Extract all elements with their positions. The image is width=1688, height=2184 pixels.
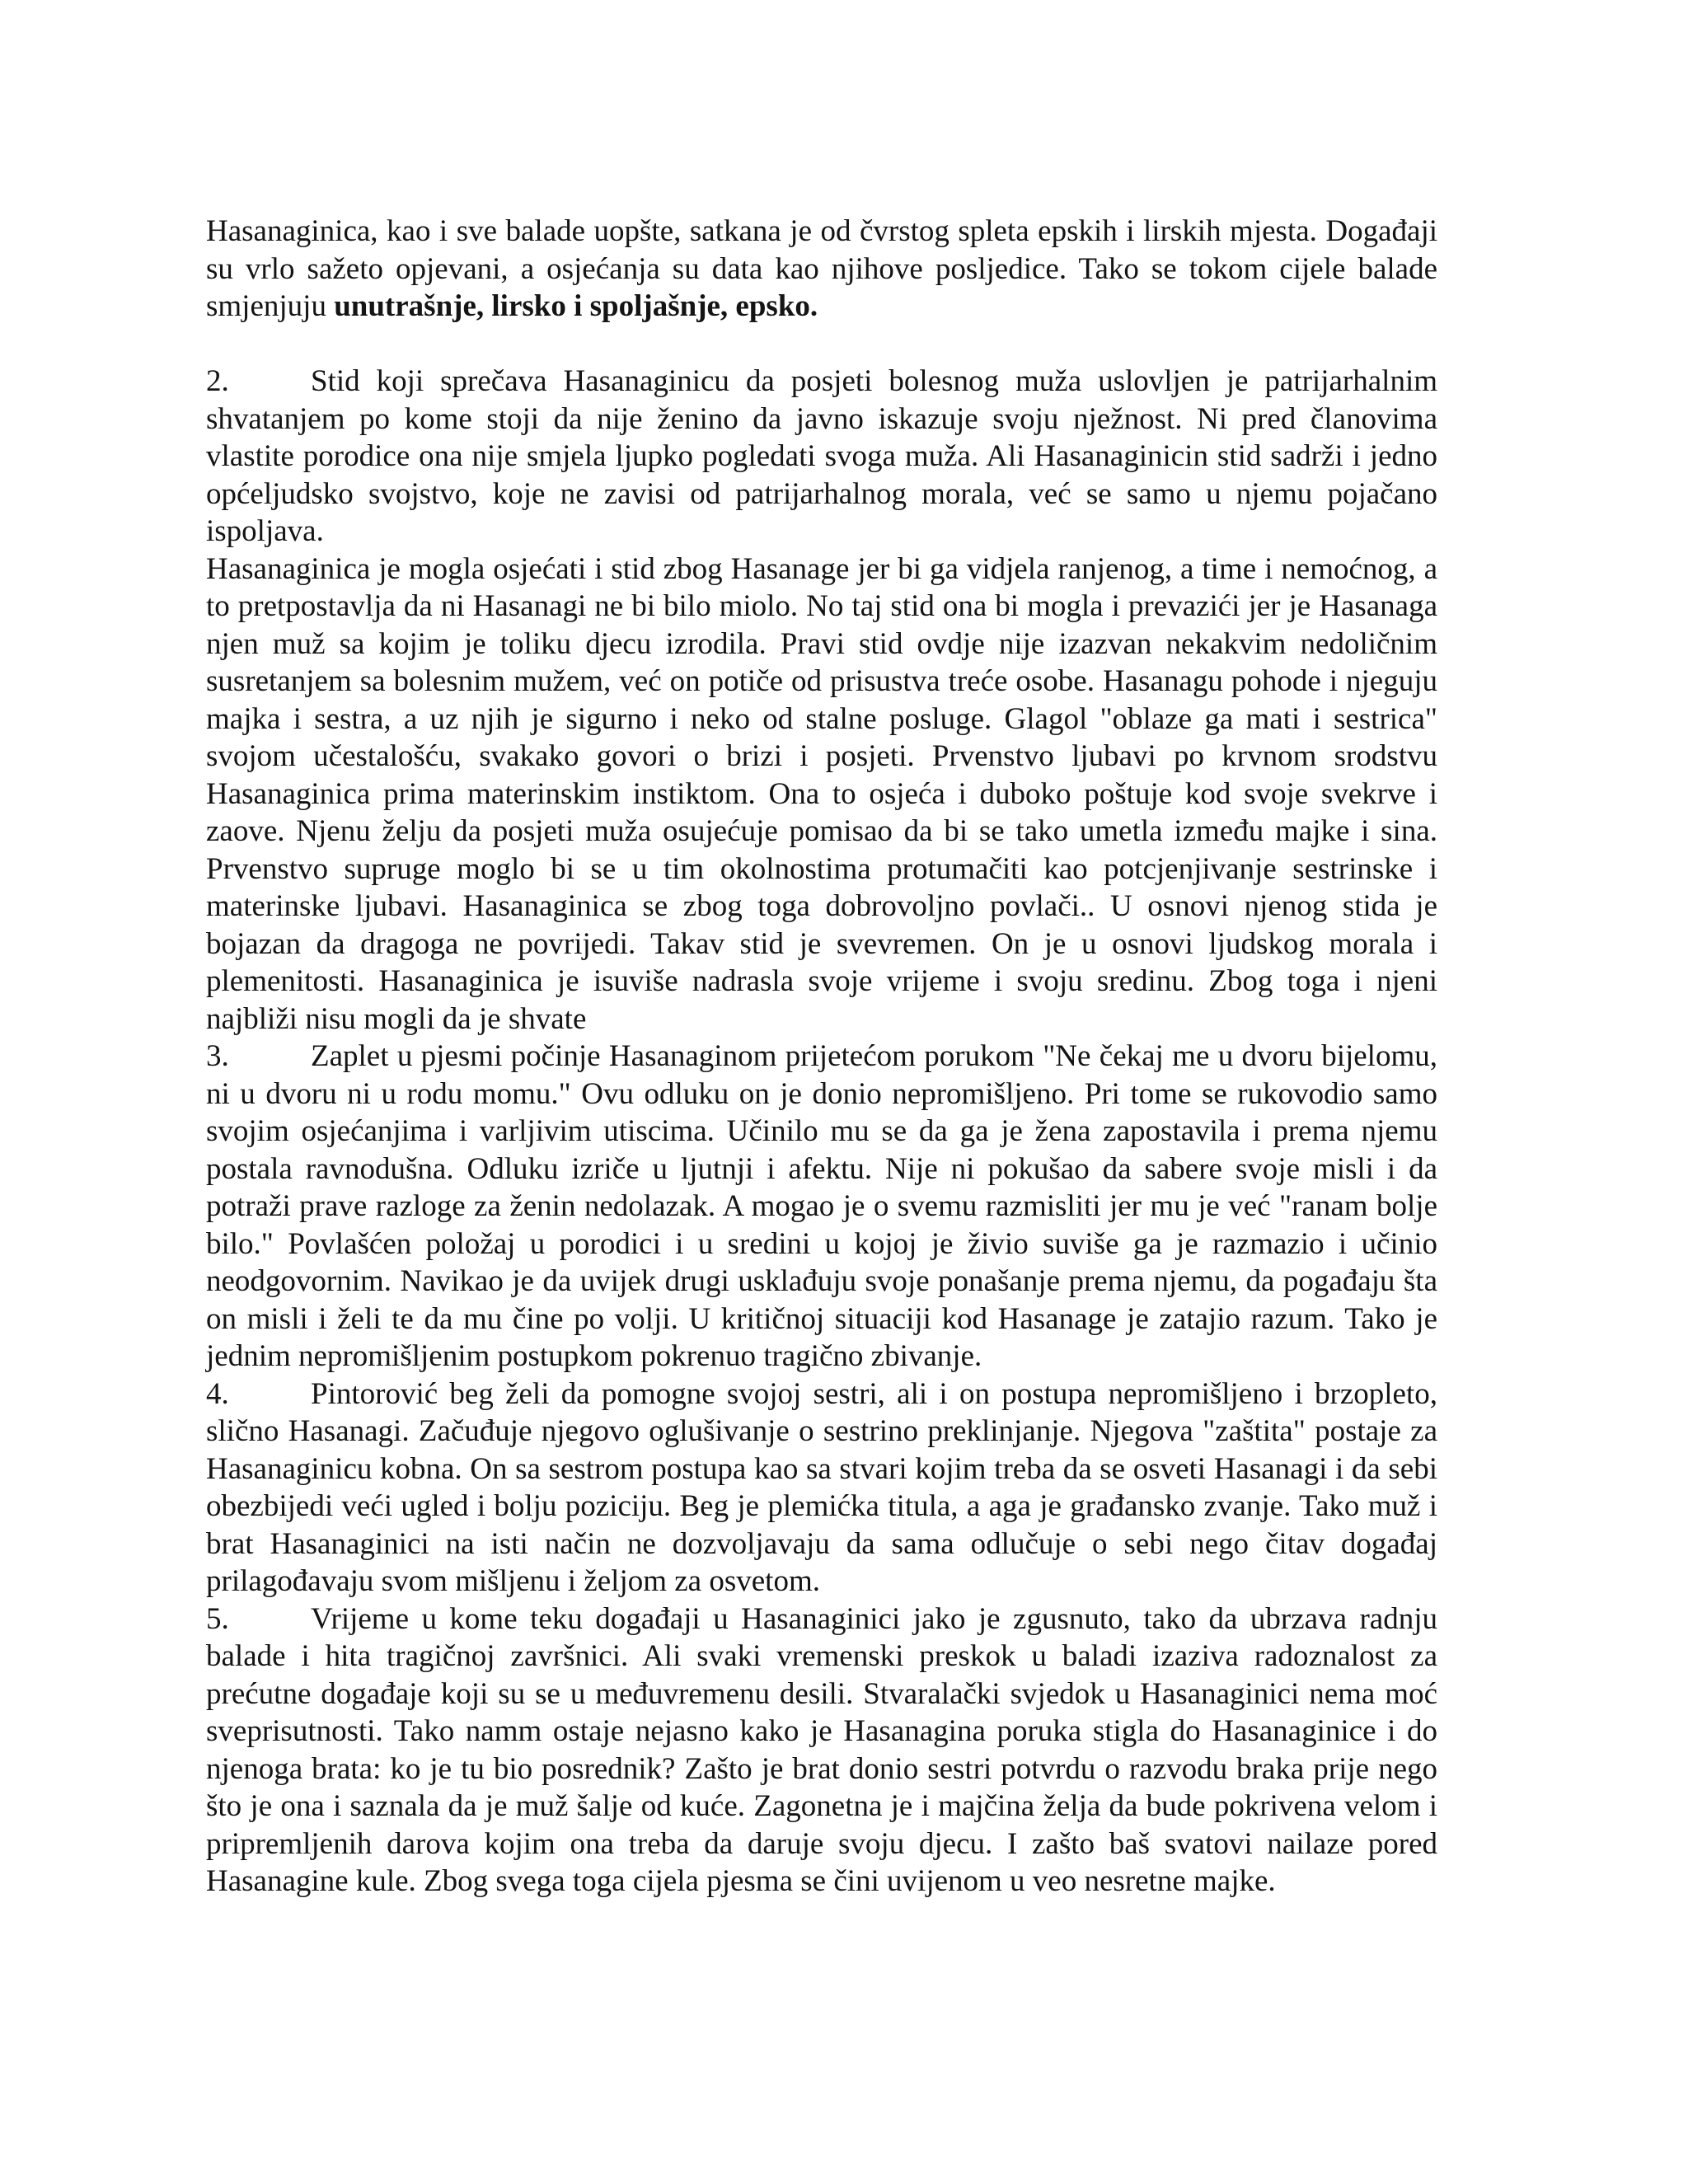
section-2-text: Stid koji sprečava Hasanaginicu da posjeti bolesnog muža uslovljen je patrijarhalnim shvatanjem po kome stoji da nije ženino da javno iskazuje svoju nježnost. Ni pred članovima vlastite porodice ona nije smjela ljupko pogledati svoga muža. Ali Hasanaginicin stid sadrži i jedno općeljudsko svojstvo, koje ne zavisi od patrijarhalnog morala, već se samo u njemu pojačano ispoljava. <box>206 364 1437 548</box>
paragraph-gap <box>206 326 1437 363</box>
section-2-continuation-paragraph <box>206 551 1437 1038</box>
intro-text: Hasanaginica, kao i sve balade uopšte, satkana je od čvrstog spleta epskih i lirskih mjesta. Događaji su vrlo sažeto opjevani, a osjećanja su data kao njihove posljedice. Tako se tokom cijele balade smjenjuju <box>206 214 1437 323</box>
section-5-text: Vrijeme u kome teku događaji u Hasanaginici jako je zgusnuto, tako da ubrzava radnju balade i hita tragičnoj završnici. Ali svaki vremenski preskok u baladi izaziva radoznalost za prećutne događaje koji su se u međuvremenu desili. Stvaralački svjedok u Hasanaginici nema moć sveprisutnosti. Tako namm ostaje nejasno kako je Hasanagina poruka stigla do Hasanaginice i do njenoga brata: ko je tu bio posrednik? Zašto je brat donio sestri potvrdu o razvodu braka prije nego što je ona i saznala da je muž šalje od kuće. Zagonetna je i majčina želja da bude pokrivena velom i pripremljenih darova kojim ona treba da daruje svoju djecu. I zašto baš svatovi nailaze pored Hasanagine kule. Zbog svega toga cijela pjesma se čini uvijenom u veo nesretne majke. <box>206 1601 1437 1898</box>
section-2-paragraph <box>206 363 1437 551</box>
section-5-number: 5. <box>206 1601 229 1636</box>
section-2-continuation-text: Hasanaginica je mogla osjećati i stid zbog Hasanage jer bi ga vidjela ranjenog, a time i nemoćnog, a to pretpostavlja da ni Hasanagi ne bi bilo miolo. No taj stid ona bi mogla i prevazići jer je Hasanaga njen muž sa kojim je toliku djecu izrodila. Pravi stid ovdje nije izazvan nekakvim nedoličnim susretanjem sa bolesnim mužem, već on potiče od prisustva treće osobe. Hasanagu pohode i njeguju majka i sestra, a uz njih je sigurno i neko od stalne posluge. Glagol "oblaze ga mati i sestrica" svojom učestalošću, svakako govori o brizi i posjeti. Prvenstvo ljubavi po krvnom srodstvu Hasanaginica prima materinskim instiktom. Ona to osjeća i duboko poštuje kod svoje svekrve i zaove. Njenu želju da posjeti muža osujećuje pomisao da bi se tako umetla između majke i sina. Prvenstvo supruge moglo bi se u tim okolnostima protumačiti kao potcjenjivanje sestrinske i materinske ljubavi. Hasanaginica se zbog toga dobrovoljno povlači.. U osnovi njenog stida je bojazan da dragoga ne povrijedi. Takav stid je svevremen. On je u osnovi ljudskog morala i plemenitosti. Hasanaginica je isuviše nadrasla svoje vrijeme i svoju sredinu. Zbog toga i njeni najbliži nisu mogli da je shvate <box>206 551 1437 1036</box>
intro-paragraph <box>206 213 1437 326</box>
section-4-paragraph <box>206 1376 1437 1601</box>
section-3-paragraph <box>206 1038 1437 1376</box>
section-4-text: Pintorović beg želi da pomogne svojoj sestri, ali i on postupa nepromišljeno i brzopleto, slično Hasanagi. Začuđuje njegovo oglušivanje o sestrino preklinjanje. Njegova "zaštita" postaje za Hasanaginicu kobna. On sa sestrom postupa kao sa stvari kojim treba da se osveti Hasanagi i da sebi obezbijedi veći ugled i bolju poziciju. Beg je plemićka titula, a aga je građansko zvanje. Tako muž i brat Hasanaginici na isti način ne dozvoljavaju da sama odlučuje o sebi nego čitav događaj prilagođavaju svom mišljenu i željom za osvetom. <box>206 1376 1437 1598</box>
section-5-paragraph <box>206 1601 1437 1900</box>
section-2-number: 2. <box>206 364 229 398</box>
section-4-number: 4. <box>206 1376 229 1411</box>
section-3-text: Zaplet u pjesmi počinje Hasanaginom prijetećom porukom "Ne čekaj me u dvoru bijelomu, ni u dvoru ni u rodu momu." Ovu odluku on je donio nepromišljeno. Pri tome se rukovodio samo svojim osjećanjima i varljivim utiscima. Učinilo mu se da ga je žena zapostavila i prema njemu postala ravnodušna. Odluku izriče u ljutnji i afektu. Nije ni pokušao da sabere svoje misli i da potraži prave razloge za ženin nedolazak. A mogao je o svemu razmisliti jer mu je već "ranam bolje bilo." Povlašćen položaj u porodici i u sredini u kojoj je živio suviše ga je razmazio i učinio neodgovornim. Navikao je da uvijek drugi usklađuju svoje ponašanje prema njemu, da pogađaju šta on misli i želi te da mu čine po volji. U kritičnoj situaciji kod Hasanage je zatajio razum. Tako je jednim nepromišljenim postupkom pokrenuo tragično zbivanje. <box>206 1039 1437 1373</box>
section-3-number: 3. <box>206 1039 229 1073</box>
document-page <box>206 213 1437 1900</box>
intro-bold-text: unutrašnje, lirsko i spoljašnje, epsko. <box>334 289 818 323</box>
